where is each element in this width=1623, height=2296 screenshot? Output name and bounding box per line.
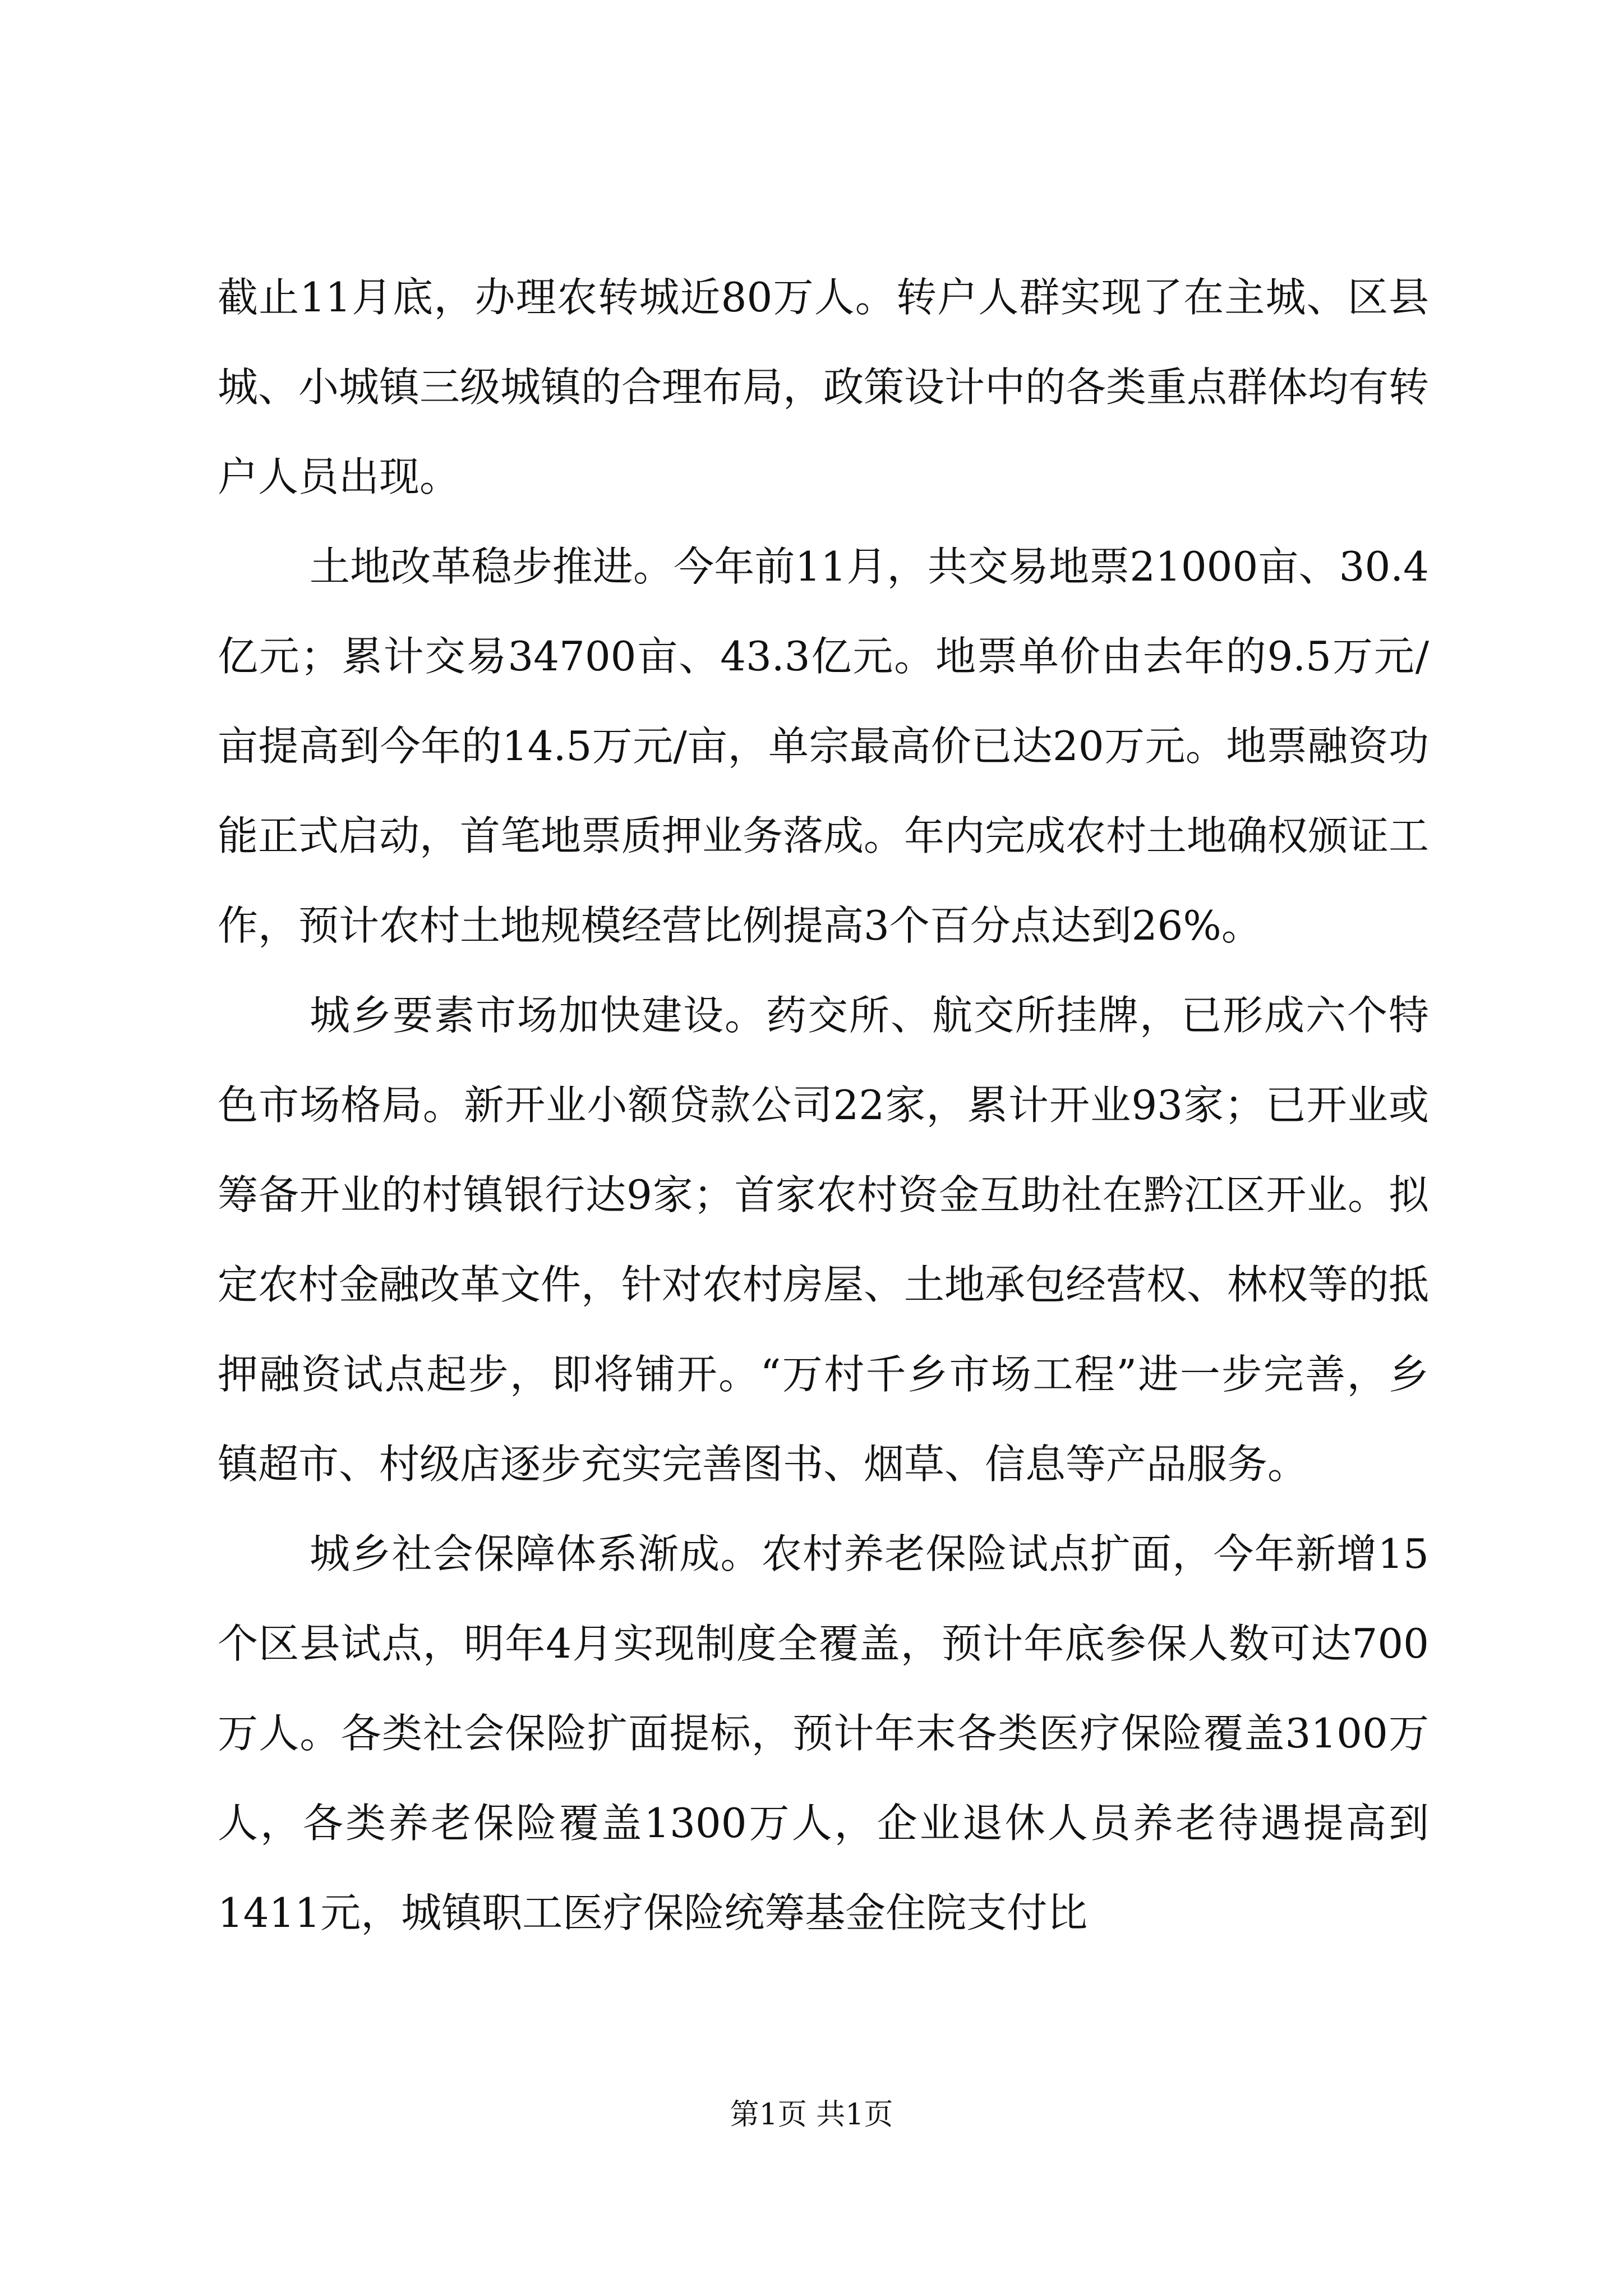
paragraph-1: 截止11月底，办理农转城近80万人。转户人群实现了在主城、区县城、小城镇三级城镇的合理布局，政策设计中的各类重点群体均有转户人员出现。 [218, 274, 1430, 500]
paragraph-2: 土地改革稳步推进。今年前11月，共交易地票21000亩、30.4亿元；累计交易34700亩、43.3亿元。地票单价由去年的9.5万元/亩提高到今年的14.5万元/亩，单宗最高价已达20万元。地票融资功能正式启动，首笔地票质押业务落成。年内完成农村土地确权颁证工作，预计农村土地规模经营比例提高3个百分点达到26%。 [218, 543, 1430, 949]
paragraph-3: 城乡要素市场加快建设。药交所、航交所挂牌，已形成六个特色市场格局。新开业小额贷款公司22家，累计开业93家；已开业或筹备开业的村镇银行达9家；首家农村资金互助社在黔江区开业。拟定农村金融改革文件，针对农村房屋、土地承包经营权、林权等的抵押融资试点起步，即将铺开。“万村千乡市场工程”进一步完善，乡镇超市、村级店逐步充实完善图书、烟草、信息等产品服务。 [218, 992, 1430, 1488]
page-footer: 第1页 共1页 [730, 2098, 893, 2132]
document-body [218, 252, 1429, 1958]
paragraph-4: 城乡社会保障体系渐成。农村养老保险试点扩面，今年新增15个区县试点，明年4月实现制度全覆盖，预计年底参保人数可达700万人。各类社会保险扩面提标，预计年末各类医疗保险覆盖3100万人，各类养老保险覆盖1300万人，企业退休人员养老待遇提高到1411元，城镇职工医疗保险统筹基金住院支付比 [218, 1530, 1429, 1936]
